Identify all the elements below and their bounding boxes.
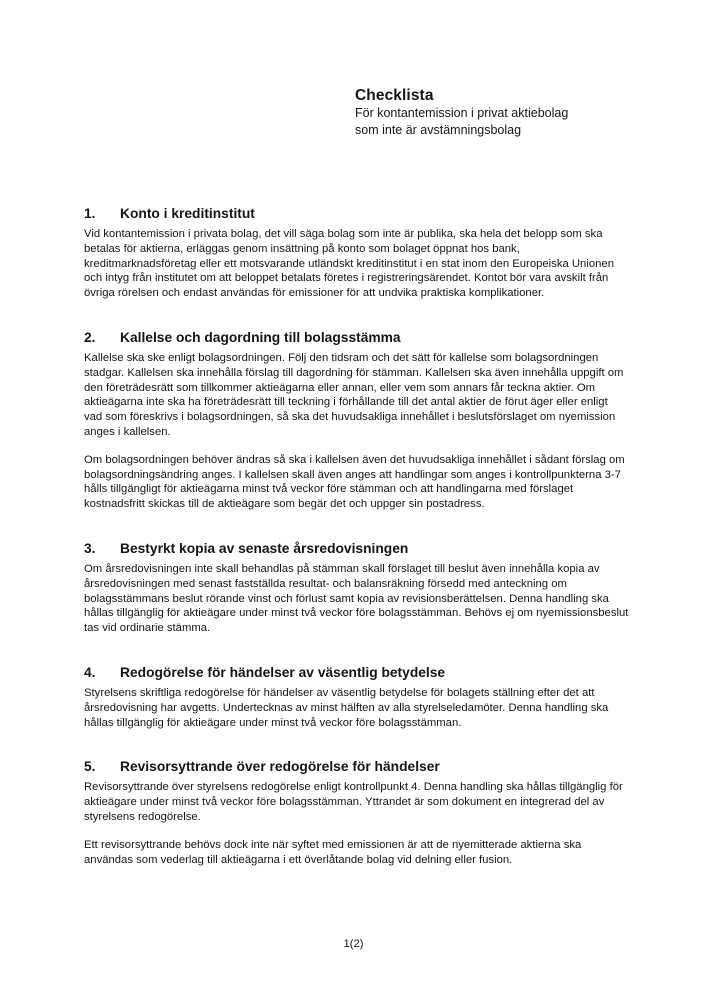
section-heading-row xyxy=(84,329,629,346)
section-paragraph: Styrelsens skriftliga redogörelse för händelser av väsentlig betydelse för bolagets ställning efter det att årsredovisning har avgetts. Undertecknas av minst hälften av alla styrelseledamöter. Denna handling ska hållas tillgänglig för aktieägare under minst två veckor före bolagsstämman. xyxy=(84,686,609,729)
page-footer xyxy=(0,938,707,950)
section-title: Konto i kreditinstitut xyxy=(120,206,255,221)
section-paragraph: Om årsredovisningen inte skall behandlas på stämman skall förslaget till beslut även innehålla kopia av årsredovisningen med senast fastställda resultat- och balansräkning försedd med anteckning om bolagsstämmans beslut rörande vinst och förlust samt kopia av revisionsberättelsen. Denna handling ska hållas tillgänglig för aktieägare under minst två veckor före bolagsstämman. Behövs ej om nyemissionsbeslut tas vid ordinarie stämma. xyxy=(84,562,629,635)
section-paragraph: Ett revisorsyttrande behövs dock inte när syftet med emissionen är att de nyemitterade aktierna ska användas som vederlag till aktieägarna i ett överlåtande bolag vid delning eller fusion. xyxy=(84,838,582,866)
section-revisorsyttrande xyxy=(84,758,629,867)
document-subtitle-line2: som inte är avstämningsbolag xyxy=(355,122,522,137)
document-body xyxy=(84,138,629,867)
section-number: 5. xyxy=(84,759,96,775)
section-paragraph: Vid kontantemission i privata bolag, det vill säga bolag som inte är publika, ska hela det belopp som ska betalas för aktierna, erläggas genom insättning på konto som bolaget öppnat hos bank, kreditmarknadsföretag eller ett motsvarande utländskt kreditinstitut i en stat inom den Europeiska Unionen och intyg från institutet om att beloppet betalats företes i registreringsärendet. Kontot bör vara avskilt från övriga rörelsen och endast användas för emissioner för att undvika praktiska komplikationer. xyxy=(84,228,614,300)
document-subtitle-line1: För kontantemission i privat aktiebolag xyxy=(355,106,569,120)
section-heading-row xyxy=(84,758,629,775)
section-konto-i-kreditinstitut xyxy=(84,205,629,301)
section-paragraph: Kallelse ska ske enligt bolagsordningen. Följ den tidsram och det sätt för kallelse som bolagsordningen stadgar. Kallelsen ska innehålla förslag till dagordning för stämman. Kallelsen ska även innehålla uppgift om den företrädesrätt som tillkommer aktieägarna eller annan, eller vem som annars får teckna aktier. Om aktieägarna inte ska ha företrädesrätt till teckning i förhållande till det antal aktier de förut äger eller enligt vad som föreskrivs i bolagsordningen, så ska det huvudsakliga innehållet i beslutsförslaget om nyemission anges i kallelsen. xyxy=(84,351,624,438)
section-number: 1. xyxy=(84,206,96,221)
section-bestyrkt-kopia-arsredovisning xyxy=(84,540,629,636)
document-title: Checklista xyxy=(355,87,434,104)
section-redogorelse-handelser xyxy=(84,664,629,730)
section-title: Bestyrkt kopia av senaste årsredovisningen xyxy=(120,540,409,556)
section-number: 4. xyxy=(84,664,96,680)
section-paragraph: Revisorsyttrande över styrelsens redogörelse enligt kontrollpunkt 4. Denna handling ska hållas tillgänglig för aktieägare under minst två veckor före bolagsstämman. Yttrandet är som dokument en integrerad del av styrelsens redogörelse. xyxy=(84,781,623,823)
section-title: Revisorsyttrande över redogörelse för händelser xyxy=(120,759,440,775)
section-heading-row xyxy=(84,205,629,222)
section-heading-row xyxy=(84,664,629,681)
section-number: 3. xyxy=(84,540,96,556)
section-title: Redogörelse för händelser av väsentlig betydelse xyxy=(120,664,446,680)
section-number: 2. xyxy=(84,329,96,345)
section-title: Kallelse och dagordning till bolagsstämma xyxy=(120,329,401,345)
section-paragraph: Om bolagsordningen behöver ändras så ska i kallelsen även det huvudsakliga innehållet i sådant förslag om bolagsordningsändring anges. I kallelsen skall även anges att handlingar som anges i kontrollpunkterna 3-7 hålls tillgängligt för aktieägarna minst två veckor före stämman och att handlingarna med förslaget kostnadsfritt skickas till de aktieägare som begär det och uppger sin postadress. xyxy=(84,453,625,511)
document-header xyxy=(355,86,655,138)
section-heading-row xyxy=(84,540,629,557)
page-number: 1(2) xyxy=(343,938,364,950)
section-kallelse-och-dagordning xyxy=(84,329,629,512)
